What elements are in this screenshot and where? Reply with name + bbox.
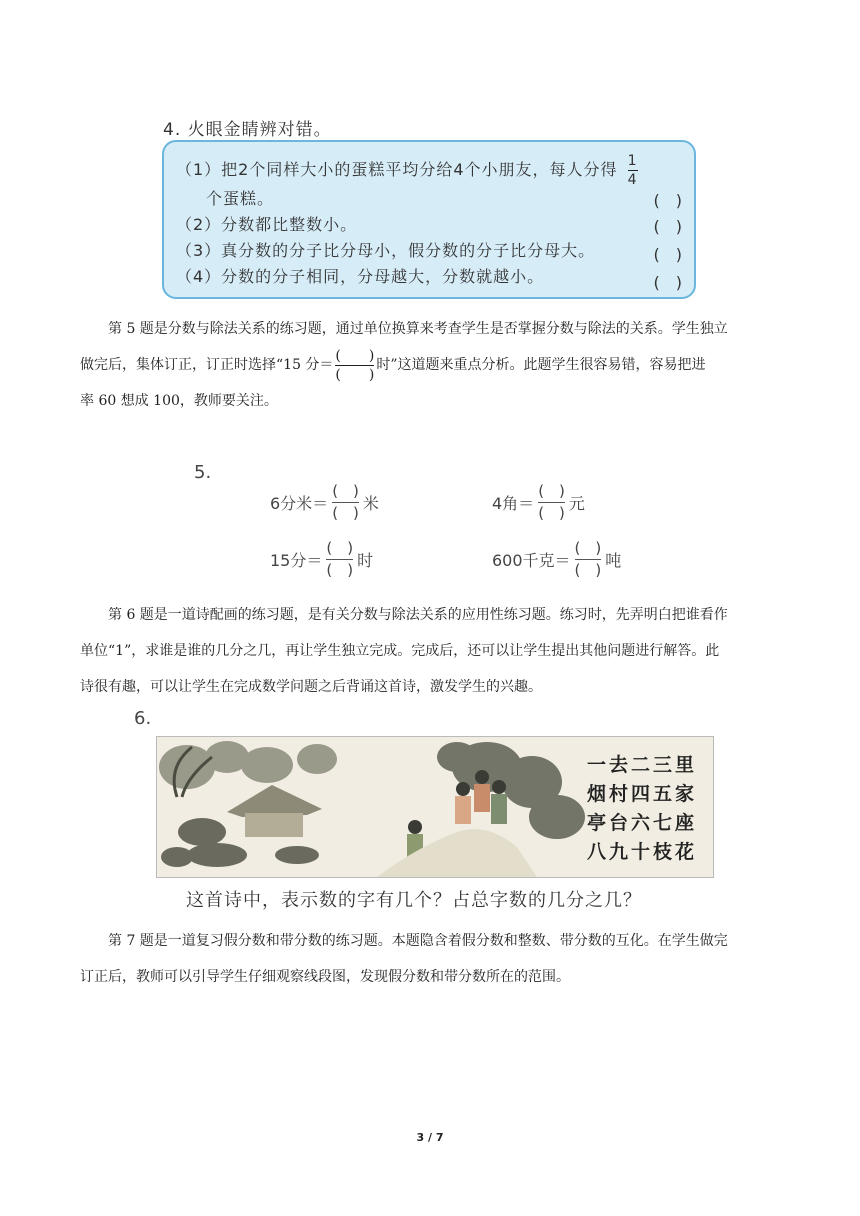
poem-text: [587, 751, 697, 867]
poem-line: 亭台六七座: [587, 812, 698, 834]
page-number: 3 / 7: [416, 1131, 444, 1144]
paragraph-q6: 第 6 题是一道诗配画的练习题，是有关分数与除法关系的应用性练习题。练习时，先弄明白把谁看作 单位“1”，求谁是谁的几分之几，再让学生独立完成。完成后，还可以让学生提出其他问题进行解答。此 诗很有趣，可以让学生在完成数学问题之后背诵这首诗，激发学生的兴趣。: [80, 607, 728, 695]
paragraph-q7: 第 7 题是一道复习假分数和带分数的练习题。本题隐含着假分数和整数、带分数的互化。在学生做完 订正后，教师可以引导学生仔细观察线段图，发现假分数和带分数所在的范围。: [80, 933, 728, 985]
q5-number: 5.: [194, 462, 212, 483]
poem-line: 烟村四五家: [587, 783, 698, 805]
q4-answer-3[interactable]: ( ): [653, 245, 682, 264]
paragraph-q5: 第 5 题是分数与除法关系的练习题，通过单位换算来考查学生是否掌握分数与除法的关系。学生独立 做完后，集体订正，订正时选择“15 分＝ $\frac{( )}{( )}$ 时”这道题来重点分析。此题学生很容易错，容易把进 率 60 想成 100，教师要关注。: [80, 321, 728, 409]
q4-item-2: （2）分数都比整数小。: [176, 215, 358, 234]
q6-number: 6.: [134, 708, 152, 729]
q4-answer-2[interactable]: ( ): [653, 217, 682, 236]
q6-question: 这首诗中，表示数的字有几个？占总字数的几分之几？: [186, 890, 642, 911]
q4-box: [162, 140, 696, 299]
q4-item-1: （1）把2个同样大小的蛋糕平均分给4个小朋友，每人分得 $\frac{1}{4}$: [176, 153, 638, 188]
poem-illustration: [156, 736, 714, 878]
q4-item-3: （3）真分数的分子比分母小，假分数的分子比分母大。: [176, 241, 596, 260]
q5-eq-3: 15分＝ ( ) ( ) 时: [270, 539, 374, 579]
poem-line: 八九十枝花: [587, 841, 698, 863]
q5-eq-2: 4角＝ ( ) ( ) 元: [492, 482, 585, 522]
q4-answer-1[interactable]: ( ): [653, 191, 682, 210]
q4-title: 4. 火眼金睛辨对错。: [163, 120, 332, 140]
q4-item-4: （4）分数的分子相同，分母越大，分数就越小。: [176, 267, 545, 286]
q4-answer-4[interactable]: ( ): [653, 273, 682, 292]
poem-line: 一去二三里: [587, 754, 698, 776]
q5-eq-1: 6分米＝ ( ) ( ) 米: [270, 482, 379, 522]
q5-eq-4: 600千克＝ ( ) ( ) 吨: [492, 539, 622, 579]
q4-item-1-cont: 个蛋糕。: [206, 189, 275, 208]
